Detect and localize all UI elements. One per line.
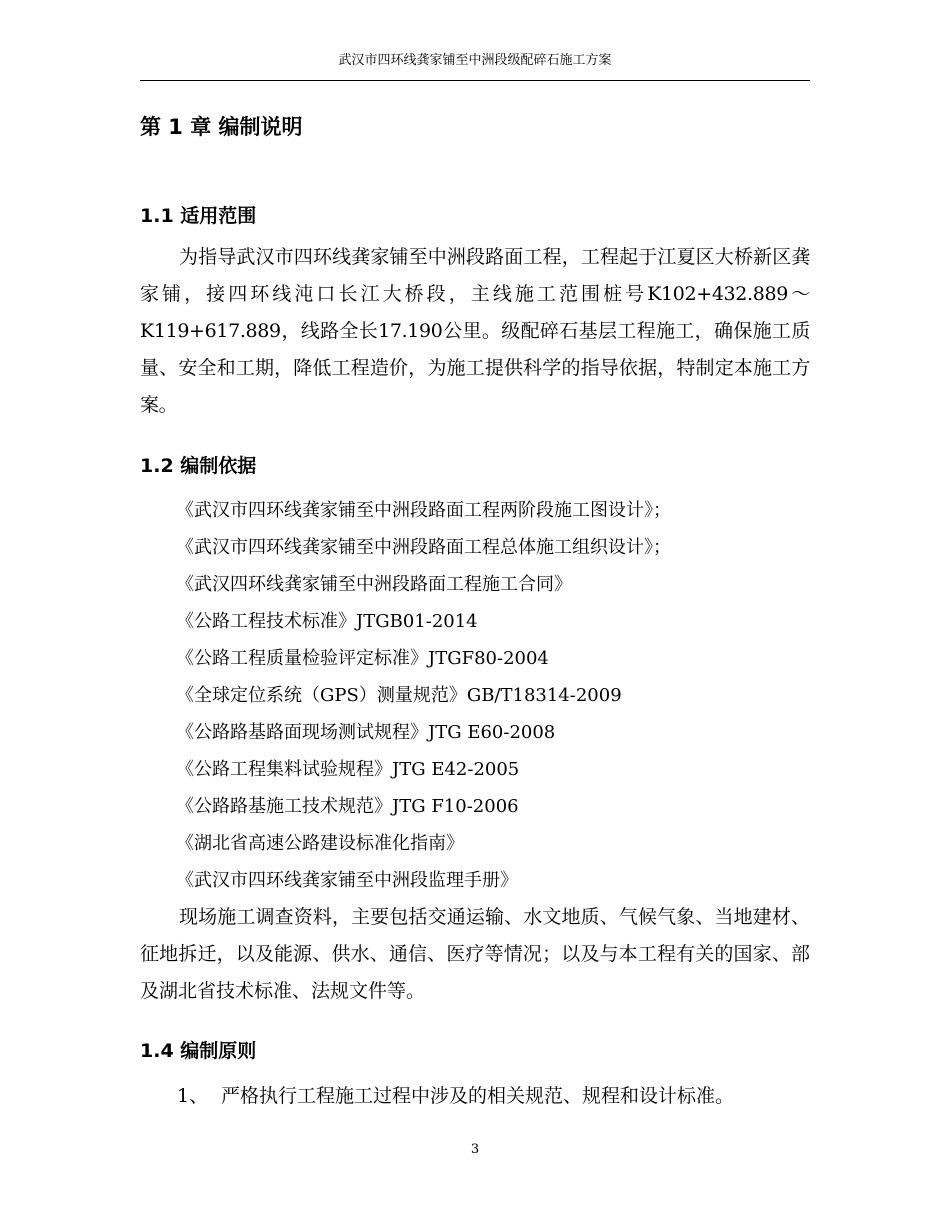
reference-item: 《武汉市四环线龚家铺至中洲段路面工程两阶段施工图设计》； (176, 500, 671, 521)
basis-paragraph: 现场施工调查资料，主要包括交通运输、水文地质、气候气象、当地建材、征地拆迁，以及能源、供水、通信、医疗等情况；以及与本工程有关的国家、部及湖北省技术标准、法规文件等。 (140, 906, 810, 1002)
principle-text: 严格执行工程施工过程中涉及的相关规范、规程和设计标准。 (221, 1085, 735, 1107)
section-heading-principles: 1.4 编制原则 (140, 1040, 257, 1062)
reference-item: 《公路工程技术标准》JTGB01-2014 (176, 611, 478, 632)
principle-number: 1、 (177, 1085, 209, 1107)
page-number: 3 (470, 1142, 480, 1157)
section-heading-scope: 1.1 适用范围 (140, 205, 257, 227)
scope-paragraph: 为指导武汉市四环线龚家铺至中洲段路面工程，工程起于江夏区大桥新区龚家铺，接四环线沌口长江大桥段，主线施工范围桩号K102+432.889～K119+617.889，线路全长17.190公里。级配碎石基层工程施工，确保施工质量、安全和工期，降低工程造价，为施工提供科学的指导依据，特制定本施工方案。 (140, 246, 810, 416)
reference-item: 《公路路基施工技术规范》JTG F10-2006 (176, 796, 519, 817)
reference-item: 《公路路基路面现场测试规程》JTG E60-2008 (176, 722, 556, 743)
reference-item: 《湖北省高速公路建设标准化指南》 (176, 833, 464, 854)
reference-item: 《公路工程质量检验评定标准》JTGF80-2004 (176, 648, 549, 669)
reference-item: 《武汉市四环线龚家铺至中洲段路面工程总体施工组织设计》； (176, 537, 671, 558)
section-heading-basis: 1.2 编制依据 (140, 455, 257, 477)
reference-item: 《全球定位系统（GPS）测量规范》GB/T18314-2009 (176, 685, 622, 706)
reference-list (140, 492, 846, 899)
reference-item: 《公路工程集料试验规程》JTG E42-2005 (176, 759, 520, 780)
header-rule (140, 80, 810, 81)
chapter-title: 第 1 章 编制说明 (140, 115, 303, 139)
reference-item: 《武汉四环线龚家铺至中洲段路面工程施工合同》 (176, 574, 572, 595)
principle-item (140, 1080, 847, 1112)
reference-item: 《武汉市四环线龚家铺至中洲段监理手册》 (176, 870, 518, 891)
running-header: 武汉市四环线龚家铺至中洲段级配碎石施工方案 (338, 53, 612, 68)
